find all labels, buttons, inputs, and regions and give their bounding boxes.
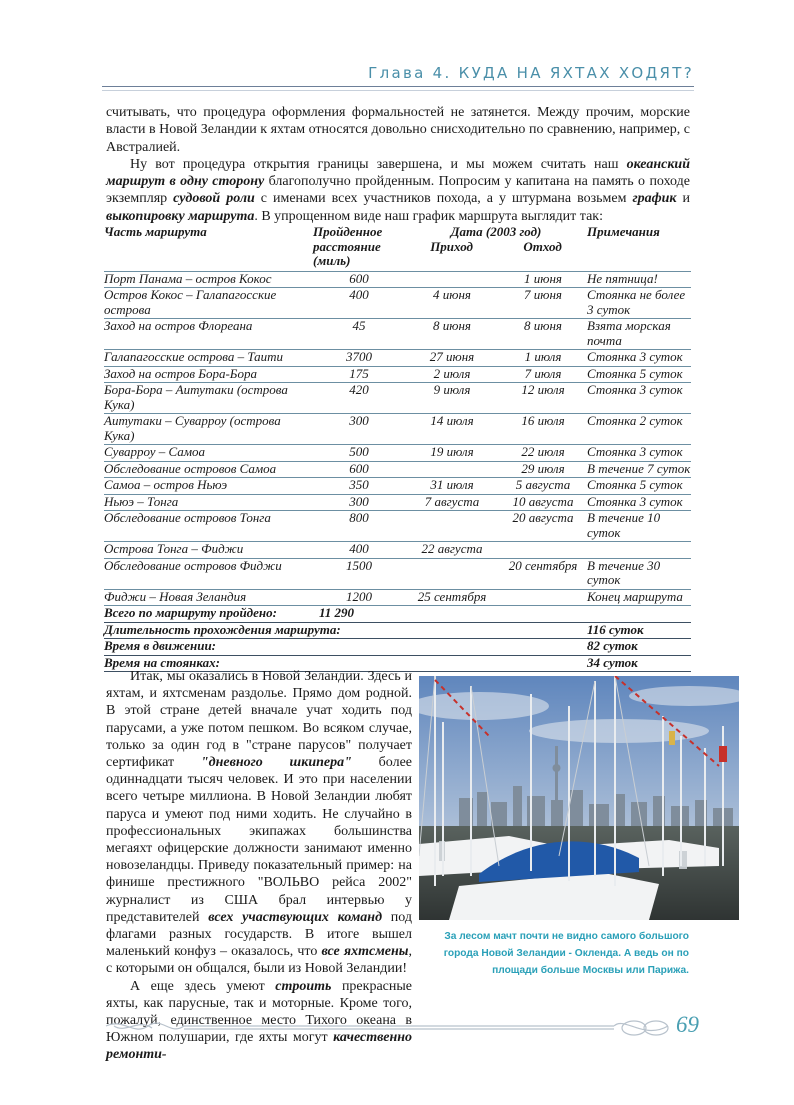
cell-departure: 1 июня	[524, 270, 562, 286]
cell-arrival: 7 августа	[424, 493, 480, 509]
cell-route: Острова Тонга – Фиджи	[104, 541, 244, 556]
cell-departure: 5 августа	[515, 477, 571, 492]
totals-notes: 82 суток	[587, 638, 638, 653]
table-row	[104, 414, 691, 445]
totals-label: Время в движении:	[104, 638, 216, 653]
totals-label: Всего по маршруту пройдено:	[104, 605, 277, 620]
cell-notes: Взята морская почта	[587, 318, 671, 348]
cell-arrival: 27 июня	[429, 349, 475, 364]
cell-route: Обследование островов Фиджи	[104, 557, 282, 573]
table-row	[104, 589, 691, 606]
table-row	[104, 383, 691, 414]
cell-arrival: 22 августа	[421, 541, 483, 556]
cell-notes: Стоянка 3 суток	[587, 444, 683, 459]
intro-text	[106, 104, 690, 225]
totals-notes: 34 суток	[587, 654, 638, 670]
cell-distance: 300	[349, 413, 369, 428]
cell-route: Заход на остров Флореана	[104, 318, 253, 333]
totals-label: Время на стоянках:	[104, 654, 220, 670]
cell-departure: 12 июля	[521, 382, 565, 397]
page-header	[102, 60, 694, 94]
cell-notes: Стоянка 3 суток	[587, 493, 683, 509]
totals-notes	[587, 606, 691, 623]
table-row	[104, 271, 691, 288]
totals-row	[104, 639, 691, 656]
cell-notes: Конец маршрута	[587, 588, 683, 604]
cell-distance: 420	[349, 382, 369, 397]
cell-departure: 16 июля	[521, 413, 565, 428]
table-row	[104, 558, 691, 589]
cell-distance: 1500	[346, 557, 372, 573]
cell-distance: 3700	[346, 349, 372, 364]
cell-arrival	[405, 511, 499, 542]
cell-arrival: 14 июля	[430, 413, 474, 428]
cell-arrival	[405, 558, 499, 589]
cell-notes: Стоянка 5 суток	[587, 365, 683, 381]
cell-route: Обследование островов Самоа	[104, 460, 277, 476]
cell-arrival: 9 июля	[433, 382, 471, 397]
totals-row	[104, 606, 691, 623]
page-number: 69	[676, 1012, 699, 1037]
cell-distance: 400	[349, 541, 369, 556]
cell-route: Порт Панама – остров Кокос	[104, 270, 272, 286]
cell-arrival: 31 июля	[430, 477, 474, 492]
intro-paragraph-1: считывать, что процедура оформления формальностей не затянется. Между прочим, морские власти в Новой Зеландии к яхтам относятся довольно снисходительно по сравнению, например, с Австралией.	[106, 105, 690, 155]
left-column-text	[106, 668, 412, 1064]
cell-route: Ньюэ – Тонга	[104, 493, 179, 509]
cell-arrival: 2 июля	[433, 365, 471, 381]
cell-route: Фиджи – Новая Зеландия	[104, 588, 247, 604]
cell-route: Остров Кокос – Галапагосские острова	[104, 287, 277, 317]
table-row	[104, 445, 691, 462]
cell-notes	[587, 542, 691, 559]
header-route: Часть маршрута	[104, 224, 207, 239]
cell-notes: В течение 30 суток	[587, 557, 661, 587]
cell-departure: 8 июня	[524, 318, 562, 333]
cell-distance: 175	[349, 365, 369, 381]
header-rule-thin	[102, 90, 694, 91]
table-row	[104, 511, 691, 542]
cell-departure: 29 июля	[521, 460, 565, 476]
cell-notes: В течение 10 суток	[587, 510, 661, 540]
cell-route: Обследование островов Тонга	[104, 510, 271, 525]
header-notes: Примечания	[587, 224, 660, 239]
table-row	[104, 478, 691, 495]
cell-departure: 7 июня	[524, 287, 562, 302]
cell-arrival: 19 июля	[430, 444, 474, 459]
cell-arrival: 4 июня	[433, 287, 471, 302]
totals-label: Длительность прохождения маршрута:	[104, 621, 341, 637]
cell-distance: 600	[349, 460, 369, 476]
cell-distance: 800	[349, 510, 369, 525]
totals-label-cell	[104, 606, 587, 623]
cell-notes: В течение 7 суток	[587, 460, 691, 476]
cell-departure	[499, 542, 587, 559]
cell-distance: 400	[349, 287, 369, 302]
cell-distance: 500	[349, 444, 369, 459]
marina-photo	[419, 676, 739, 920]
table-row	[104, 542, 691, 559]
cell-route: Суварроу – Самоа	[104, 444, 206, 459]
cell-notes: Не пятница!	[587, 270, 658, 286]
intro-paragraph-2: Ну вот процедура открытия границы завершена, и мы можем считать наш океанский маршрут в одну сторону благополучно пройденным. Попросим у капитана на память о походе экземпляр судовой роли с именами всех участников похода, а у штурмана возьмем график и выкопировку маршрута. В упрощенном виде наш график маршрута выглядит так:	[106, 156, 690, 224]
header-arrival: Приход	[430, 238, 473, 254]
cell-arrival: 8 июня	[433, 318, 471, 333]
cell-distance: 1200	[346, 588, 372, 604]
column-paragraph-2: А еще здесь умеют строить прекрасные яхты, как парусные, так и моторные. Кроме того, пожалуй, единственное место Тихого океана в Южном полушарии, где яхты могут качественно ремонти-	[106, 978, 412, 1063]
route-schedule-table	[104, 225, 691, 672]
cell-route: Галапагосские острова – Таити	[104, 349, 283, 364]
header-distance: Пройденное расстояние (миль)	[313, 224, 383, 268]
cell-route: Заход на остров Бора-Бора	[104, 365, 257, 381]
table-row	[104, 288, 691, 319]
cell-departure: 1 июля	[524, 349, 562, 364]
cell-route: Аитутаки – Суварроу (острова Кука)	[104, 413, 281, 443]
cell-distance: 350	[349, 477, 369, 492]
cell-notes: Стоянка 5 суток	[587, 477, 683, 492]
rope-ornament	[104, 1012, 704, 1042]
cell-route: Бора-Бора – Аитутаки (острова Кука)	[104, 382, 288, 412]
header-rule	[102, 86, 694, 87]
table-row	[104, 350, 691, 367]
cell-notes: Стоянка 3 суток	[587, 349, 683, 364]
chapter-title: Глава 4. КУДА НА ЯХТАХ ХОДЯТ?	[368, 64, 694, 82]
cell-notes: Стоянка 2 суток	[587, 413, 683, 428]
cell-arrival: 25 сентября	[417, 588, 487, 604]
cell-departure: 7 июля	[524, 365, 562, 381]
cell-distance: 600	[349, 270, 369, 286]
totals-value: 11 290	[318, 605, 354, 620]
table-row	[104, 366, 691, 383]
column-paragraph-1: Итак, мы оказались в Новой Зеландии. Здесь и яхтам, и яхтсменам раздолье. Прямо дом родной. В этой стране детей вначале учат ходить под парусами, а уже потом пешком. Во всяком случае, только за один год в "стране парусов" получает сертификат "дневного шкипера" более одиннадцати тысяч человек. И это при населении всего четыре миллиона. В Новой Зеландии любят паруса и умеют под ними ходить. Не случайно в профессиональных экипажах большинства мегаяхт офицерские должности занимают именно новозеландцы. Приведу показательный пример: на финише престижного "ВОЛЬВО рейса 2002" журналист из США брал интервью у представителей всех участвующих команд под флагами разных государств. В итоге вышел маленький конфуз – оказалось, что все яхтсмены, с которыми он общался, были из Новой Зеландии!	[106, 669, 412, 977]
header-date-group	[405, 225, 587, 271]
page-footer	[104, 1012, 704, 1046]
table-row	[104, 319, 691, 350]
cell-route: Самоа – остров Ньюэ	[104, 477, 228, 492]
cell-departure: 10 августа	[512, 493, 574, 509]
cell-notes: Стоянка 3 суток	[587, 382, 683, 397]
header-date: Дата (2003 год)	[450, 224, 542, 239]
cell-departure	[499, 589, 587, 606]
cell-distance: 300	[349, 493, 369, 509]
table-row	[104, 494, 691, 511]
header-departure: Отход	[523, 238, 562, 254]
cell-departure: 22 июля	[521, 444, 565, 459]
totals-row	[104, 622, 691, 639]
totals-notes: 116 суток	[587, 621, 644, 637]
cell-arrival	[405, 461, 499, 478]
cell-departure: 20 сентября	[508, 557, 578, 573]
cell-arrival	[405, 271, 499, 288]
photo-caption: За лесом мачт почти не видно самого большого города Новой Зеландии - Окленда. А ведь он по площади больше Москвы или Парижа.	[443, 931, 689, 976]
table-row	[104, 461, 691, 478]
cell-distance: 45	[352, 318, 366, 333]
cell-notes: Стоянка не более 3 суток	[587, 287, 686, 317]
totals-label-cell	[104, 622, 587, 639]
totals-label-cell	[104, 639, 587, 656]
cell-departure: 20 августа	[512, 510, 574, 525]
